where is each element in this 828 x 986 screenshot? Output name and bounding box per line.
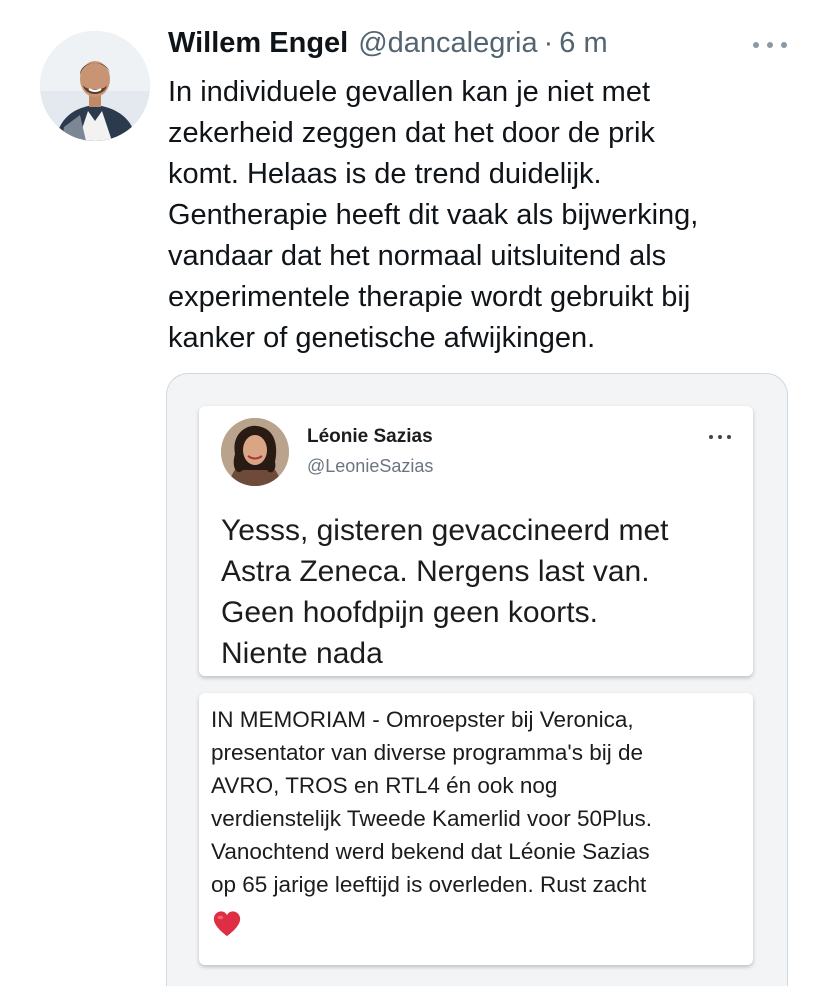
memoriam-text: IN MEMORIAM - Omroepster bij Veronica, presentator van diverse programma's bij de AVRO, TROS en RTL4 én ook nog verdienstelijk Tweede Kamerlid voor 50Plus. Vanochtend werd bekend dat Léonie Sazias op 65 jarige leeftijd is overleden. Rust zacht <box>211 707 653 897</box>
quoted-tweet-card <box>199 406 753 676</box>
tweet-text: In individuele gevallen kan je niet met zekerheid zeggen dat het door de prik komt. Helaas is de trend duidelijk. Gentherapie heeft dit vaak als bijwerking, vandaar dat het normaal uitsluitend als experimentele therapie wordt gebruikt bij kanker of genetische afwijkingen. <box>168 76 699 354</box>
quoted-tweet-text: Yesss, gisteren gevaccineerd met Astra Zeneca. Nergens last van. Geen hoofdpijn geen koorts. Niente nada <box>221 514 669 670</box>
red-heart-icon <box>212 909 242 939</box>
header-separator: · <box>543 27 554 59</box>
quoted-author-name: Léonie Sazias <box>307 426 433 447</box>
tweet-header <box>168 27 608 67</box>
more-options-icon[interactable] <box>753 38 787 52</box>
author-avatar[interactable] <box>40 31 150 141</box>
author-handle[interactable]: @dancalegria <box>358 27 538 59</box>
tweet-timestamp[interactable]: 6 m <box>559 27 608 59</box>
tweet-media-image[interactable] <box>166 373 788 986</box>
quoted-author-handle: @LeonieSazias <box>307 456 434 476</box>
memoriam-card <box>199 693 753 965</box>
author-name[interactable]: Willem Engel <box>168 27 349 59</box>
author-avatar-image <box>40 31 150 141</box>
quoted-author-avatar <box>221 418 289 486</box>
quoted-avatar-image <box>221 418 289 486</box>
quoted-more-icon <box>709 434 731 440</box>
